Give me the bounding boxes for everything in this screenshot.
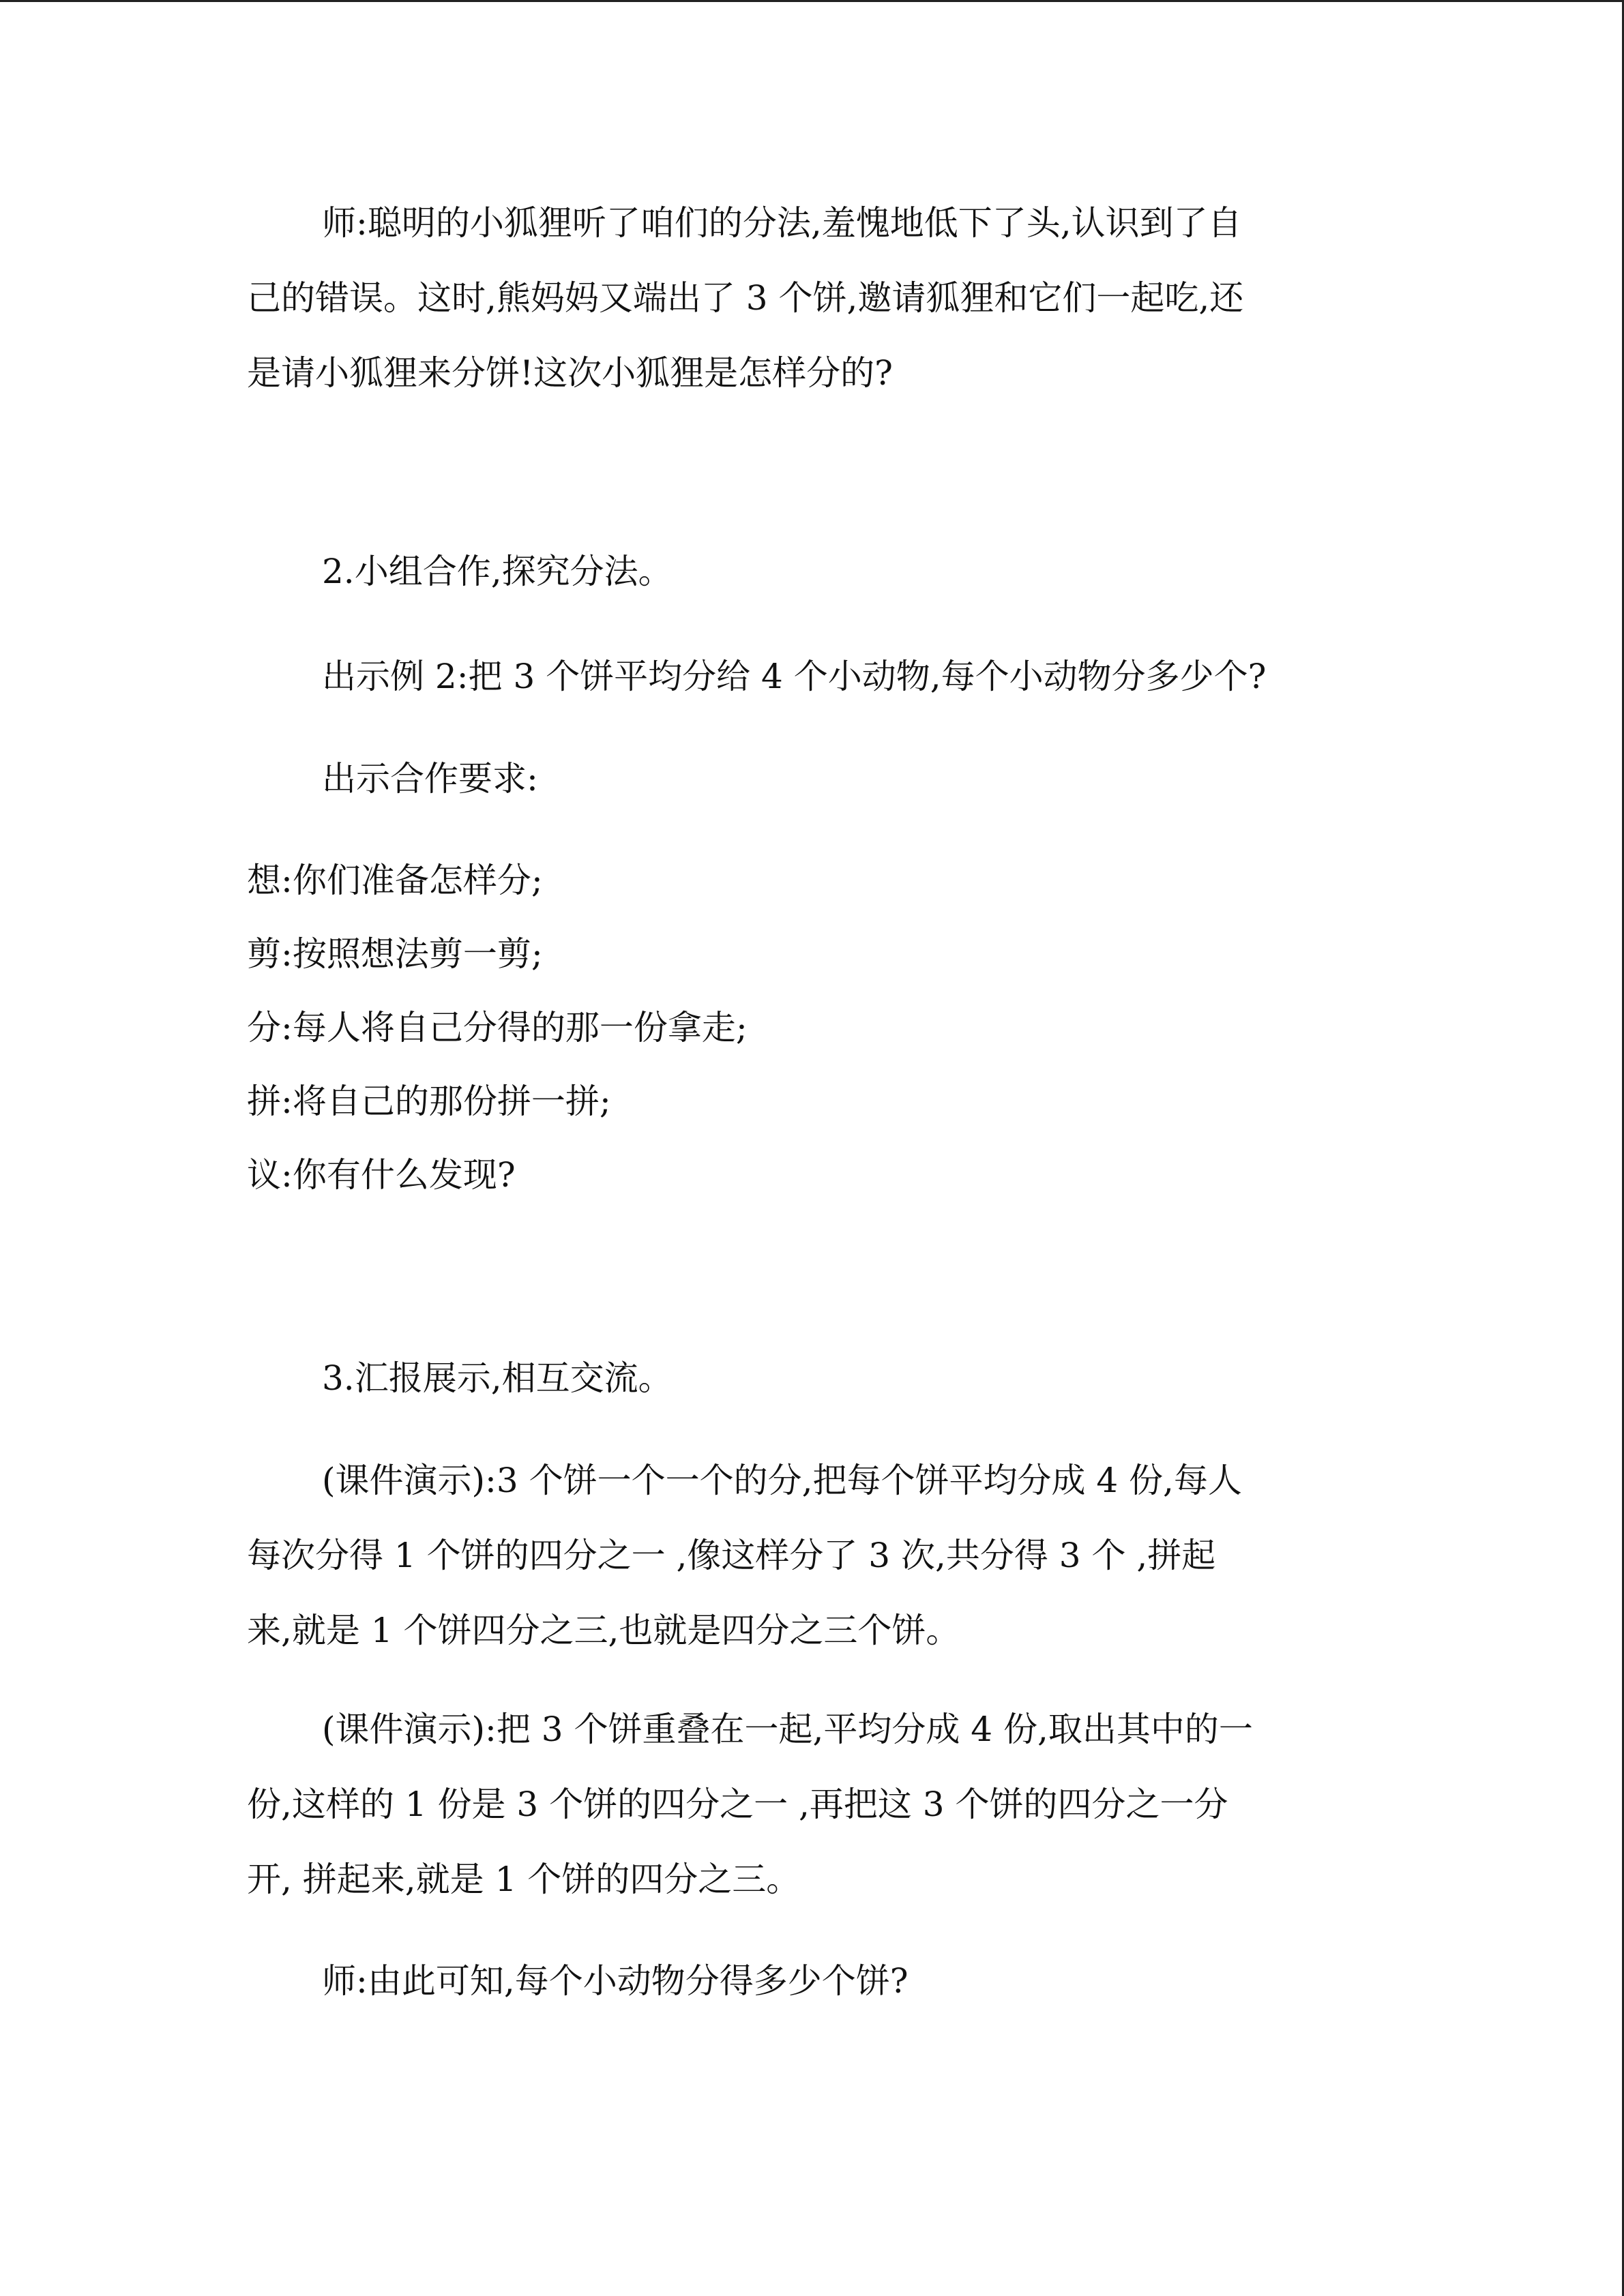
paragraph-line: 份,这样的 1 份是 3 个饼的四分之一 ,再把这 3 个饼的四分之一分	[247, 1785, 1228, 1824]
list-item: 分:每人将自己分得的那一份拿走;	[247, 1008, 748, 1047]
paragraph-line: 己的错误。这时,熊妈妈又端出了 3 个饼,邀请狐狸和它们一起吃,还	[247, 278, 1244, 318]
paragraph-line: 师:由此可知,每个小动物分得多少个饼?	[322, 1961, 909, 2001]
section-heading: 2.小组合作,探究分法。	[322, 552, 673, 591]
paragraph-line: 每次分得 1 个饼的四分之一 ,像这样分了 3 次,共分得 3 个 ,拼起	[247, 1536, 1216, 1575]
paragraph-line: 出示例 2:把 3 个饼平均分给 4 个小动物,每个小动物分多少个?	[322, 657, 1267, 696]
page-border-top	[0, 0, 1624, 2]
list-item: 剪:按照想法剪一剪;	[247, 934, 543, 974]
list-item: 想:你们准备怎样分;	[247, 861, 543, 900]
paragraph-line: 开, 拼起来,就是 1 个饼的四分之三。	[247, 1860, 801, 1899]
paragraph-line: 师:聪明的小狐狸听了咱们的分法,羞愧地低下了头,认识到了自	[322, 203, 1242, 243]
list-item: 拼:将自己的那份拼一拼;	[247, 1082, 611, 1121]
section-heading: 3.汇报展示,相互交流。	[322, 1358, 673, 1398]
list-item: 议:你有什么发现?	[247, 1155, 516, 1195]
paragraph-line: 出示合作要求:	[322, 759, 538, 799]
paragraph-line: (课件演示):把 3 个饼重叠在一起,平均分成 4 份,取出其中的一	[322, 1710, 1253, 1749]
paragraph-line: 来,就是 1 个饼四分之三,也就是四分之三个饼。	[247, 1611, 960, 1650]
paragraph-line: 是请小狐狸来分饼!这次小狐狸是怎样分的?	[247, 353, 893, 393]
paragraph-line: (课件演示):3 个饼一个一个的分,把每个饼平均分成 4 份,每人	[322, 1461, 1242, 1500]
